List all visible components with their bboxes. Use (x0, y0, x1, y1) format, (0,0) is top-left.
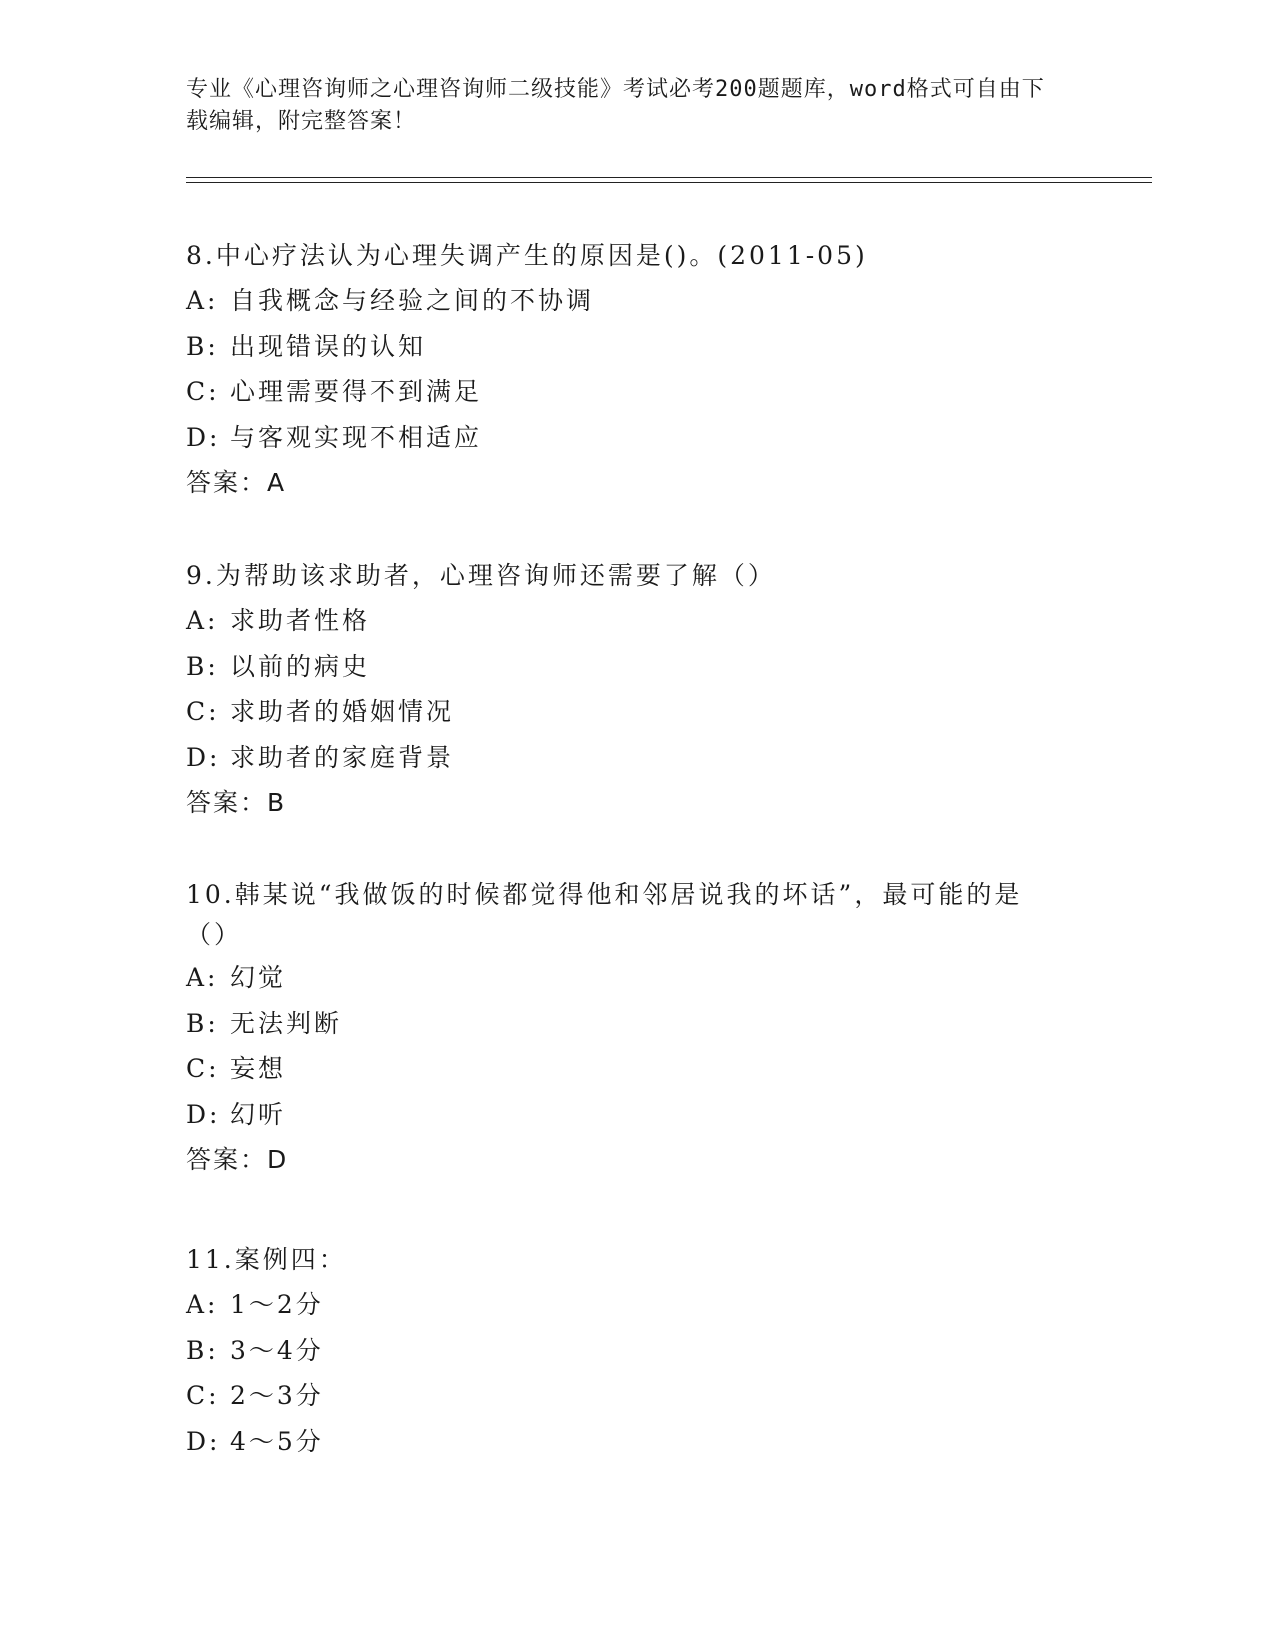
option-a (186, 278, 1086, 324)
answer-line: 答案：B (186, 788, 287, 817)
option-key: A: (186, 963, 219, 992)
option-text: 妄想 (230, 1054, 287, 1083)
question-stem: 9.为帮助该求助者，心理咨询师还需要了解（） (186, 561, 776, 590)
option-a (186, 598, 1086, 644)
option-d (186, 1092, 1086, 1138)
question-10 (186, 875, 1086, 1182)
question-9 (186, 556, 1086, 825)
option-text: 心理需要得不到满足 (230, 377, 483, 406)
option-key: C: (186, 1381, 220, 1410)
option-key: B: (186, 651, 219, 681)
question-stem: 10.韩某说“我做饭的时候都觉得他和邻居说我的坏话”，最可能的是（） (186, 880, 1023, 949)
option-text: 以前的病史 (230, 651, 371, 681)
header-divider-top (186, 177, 1152, 178)
option-d (186, 735, 1086, 781)
option-text: 求助者性格 (230, 606, 371, 635)
option-key: D: (186, 422, 221, 452)
option-key: D: (186, 1099, 221, 1129)
option-key: A: (186, 606, 219, 635)
option-text: 2～3分 (230, 1381, 324, 1410)
option-text: 求助者的婚姻情况 (230, 697, 455, 726)
option-c (186, 689, 1086, 735)
option-text: 无法判断 (230, 1008, 343, 1038)
option-key: A: (186, 286, 219, 315)
option-c (186, 1046, 1086, 1092)
option-key: C: (186, 1054, 220, 1083)
document-intro: 专业《心理咨询师之心理咨询师二级技能》考试必考200题题库，word格式可自由下载编辑，附完整答案！ (186, 77, 1045, 134)
option-text: 幻觉 (230, 963, 287, 992)
option-b (186, 1001, 1086, 1047)
option-c (186, 369, 1086, 415)
option-key: A: (186, 1290, 219, 1319)
option-key: C: (186, 377, 220, 406)
answer-line: 答案：A (186, 468, 287, 497)
question-stem: 11.案例四： (186, 1245, 347, 1274)
header-divider-bottom (186, 182, 1152, 183)
option-key: B: (186, 331, 219, 361)
option-text: 出现错误的认知 (230, 331, 427, 361)
option-text: 自我概念与经验之间的不协调 (230, 286, 595, 315)
option-b (186, 324, 1086, 370)
option-text: 幻听 (230, 1099, 287, 1129)
option-text: 3～4分 (230, 1335, 324, 1365)
option-d (186, 415, 1086, 461)
option-key: D: (186, 1426, 221, 1456)
answer-line: 答案：D (186, 1145, 289, 1174)
option-key: C: (186, 697, 220, 726)
option-b (186, 644, 1086, 690)
question-stem: 8.中心疗法认为心理失调产生的原因是()。(2011-05) (186, 241, 868, 270)
option-text: 1～2分 (230, 1290, 324, 1319)
option-key: D: (186, 742, 221, 772)
question-8 (186, 236, 1086, 505)
option-a (186, 955, 1086, 1001)
option-text: 与客观实现不相适应 (230, 422, 483, 452)
option-a (186, 1282, 1086, 1328)
option-key: B: (186, 1335, 219, 1365)
option-key: B: (186, 1008, 219, 1038)
option-text: 4～5分 (230, 1426, 324, 1456)
question-11 (186, 1240, 1086, 1464)
option-d (186, 1419, 1086, 1465)
option-c (186, 1373, 1086, 1419)
option-b (186, 1328, 1086, 1374)
option-text: 求助者的家庭背景 (230, 742, 455, 772)
